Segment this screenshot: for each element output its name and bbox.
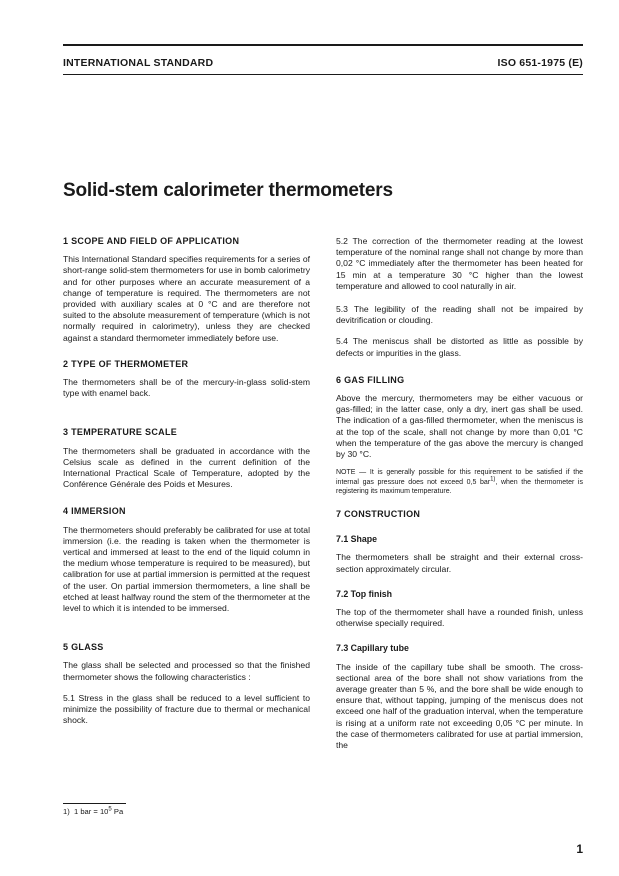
note-text xyxy=(336,468,583,497)
header-standard-label: INTERNATIONAL STANDARD xyxy=(63,57,214,69)
header-document-number: ISO 651-1975 (E) xyxy=(497,57,583,69)
note-text-after: , when the thermometer is registering its maximum temperature. xyxy=(336,478,583,496)
page-number: 1 xyxy=(576,842,583,856)
footnote xyxy=(63,807,123,816)
section-heading: 4 IMMERSION xyxy=(63,506,126,517)
clause-text: 5.4 The meniscus shall be distorted as little as possible by defects or impurities in the glass. xyxy=(336,336,583,358)
clause-text: 5.3 The legibility of the reading shall not be impaired by devitrification or clouding. xyxy=(336,304,583,326)
section-text: The thermometers shall be straight and their external cross-section approximately circular. xyxy=(336,552,583,574)
subsection-heading: 7.2 Top finish xyxy=(336,588,393,599)
section-heading: 2 TYPE OF THERMOMETER xyxy=(63,358,189,369)
section-text: This International Standard specifies requirements for a series of short-range solid-stem thermometers for use in bomb calorimetry and for other purposes where an accurate measurement of a change of temperature is required. The thermometers are not provided with auxiliary scales at 0 °C and are therefore not suited to the absolute measurement of temperature (which is not normally required in calorimetry), unless they are checked against a standard thermometer immediately before use. xyxy=(63,254,310,343)
section-text: The inside of the capillary tube shall be smooth. The cross-sectional area of the bore shall not show variations from the average greater than 5 %, and the bore shall be wide enough to ensure that, without tapping, jumping of the meniscus does not exceed one half of the graduation interval, when the temperature is rising at a uniform rate not exceeding 0,05 °C per minute. In the case of thermometers calibrated for use at partial immersion, the xyxy=(336,661,583,751)
section-heading: 3 TEMPERATURE SCALE xyxy=(63,427,178,438)
header-top-rule xyxy=(63,44,583,46)
footnote-separator xyxy=(63,803,126,804)
subsection-heading: 7.3 Capillary tube xyxy=(336,643,409,654)
note-text-before: NOTE — It is generally possible for this requirement to be satisfied if the internal gas pressure does not exceed 0,5 bar xyxy=(336,469,583,486)
header-bottom-rule xyxy=(63,74,583,75)
page-title: Solid-stem calorimeter thermometers xyxy=(63,180,393,201)
footnote-text: 1 bar = 10 xyxy=(74,807,109,816)
footnote-exponent: 5 xyxy=(108,806,112,813)
section-text: Above the mercury, thermometers may be either vacuous or gas-filled; in the latter case, only a dry, inert gas shall be used. The indication of a gas-filled thermometer, when the meniscus is at the top of the scale, shall not change by more than 0,01 °C when the temperature of the gas above the mercury is changed by 30 °C. xyxy=(336,393,583,460)
section-text: The thermometers shall be graduated in accordance with the Celsius scale as defined in the current definition of the International Practical Scale of Temperature, adopted by the Conférence Générale des Poids et Mesures. xyxy=(63,445,310,490)
section-heading: 5 GLASS xyxy=(63,642,104,653)
section-text: The glass shall be selected and processed so that the finished thermometer shows the following characteristics : xyxy=(63,660,310,682)
section-text: The top of the thermometer shall have a rounded finish, unless otherwise specially required. xyxy=(336,607,583,629)
footnote-unit: Pa xyxy=(111,807,124,816)
section-heading: 7 CONSTRUCTION xyxy=(336,509,421,520)
clause-text: 5.1 Stress in the glass shall be reduced to a level sufficient to minimize the possibility of fracture due to thermal or mechanical shock. xyxy=(63,692,310,726)
section-heading: 6 GAS FILLING xyxy=(336,374,405,385)
footnote-reference: 1) xyxy=(490,476,496,483)
clause-text: 5.2 The correction of the thermometer reading at the lowest temperature of the nominal range shall not change by more than 0,02 °C immediately after the thermometer has been heated for 15 min at a temperature 30 °C higher than the lowest temperature and allowed to cool naturally in air. xyxy=(336,236,583,291)
footnote-marker: 1) xyxy=(63,807,70,816)
section-text: The thermometers should preferably be calibrated for use at total immersion (i.e. the reading is taken when the thermometer is vertical and immersed at least to the end of the liquid column in the medium whose temperature is required to be measured), but calibration for use at partial immersion is permitted at the request of the user. On partial immersion thermometers, a line shall be etched at least halfway round the stem of the thermometer at the level to which it is intended to be immersed. xyxy=(63,524,310,614)
right-column xyxy=(336,236,583,751)
subsection-heading: 7.1 Shape xyxy=(336,534,378,545)
section-heading: 1 SCOPE AND FIELD OF APPLICATION xyxy=(63,236,240,246)
left-column xyxy=(63,236,310,727)
section-text: The thermometers shall be of the mercury-in-glass solid-stem type with enamel back. xyxy=(63,377,310,399)
